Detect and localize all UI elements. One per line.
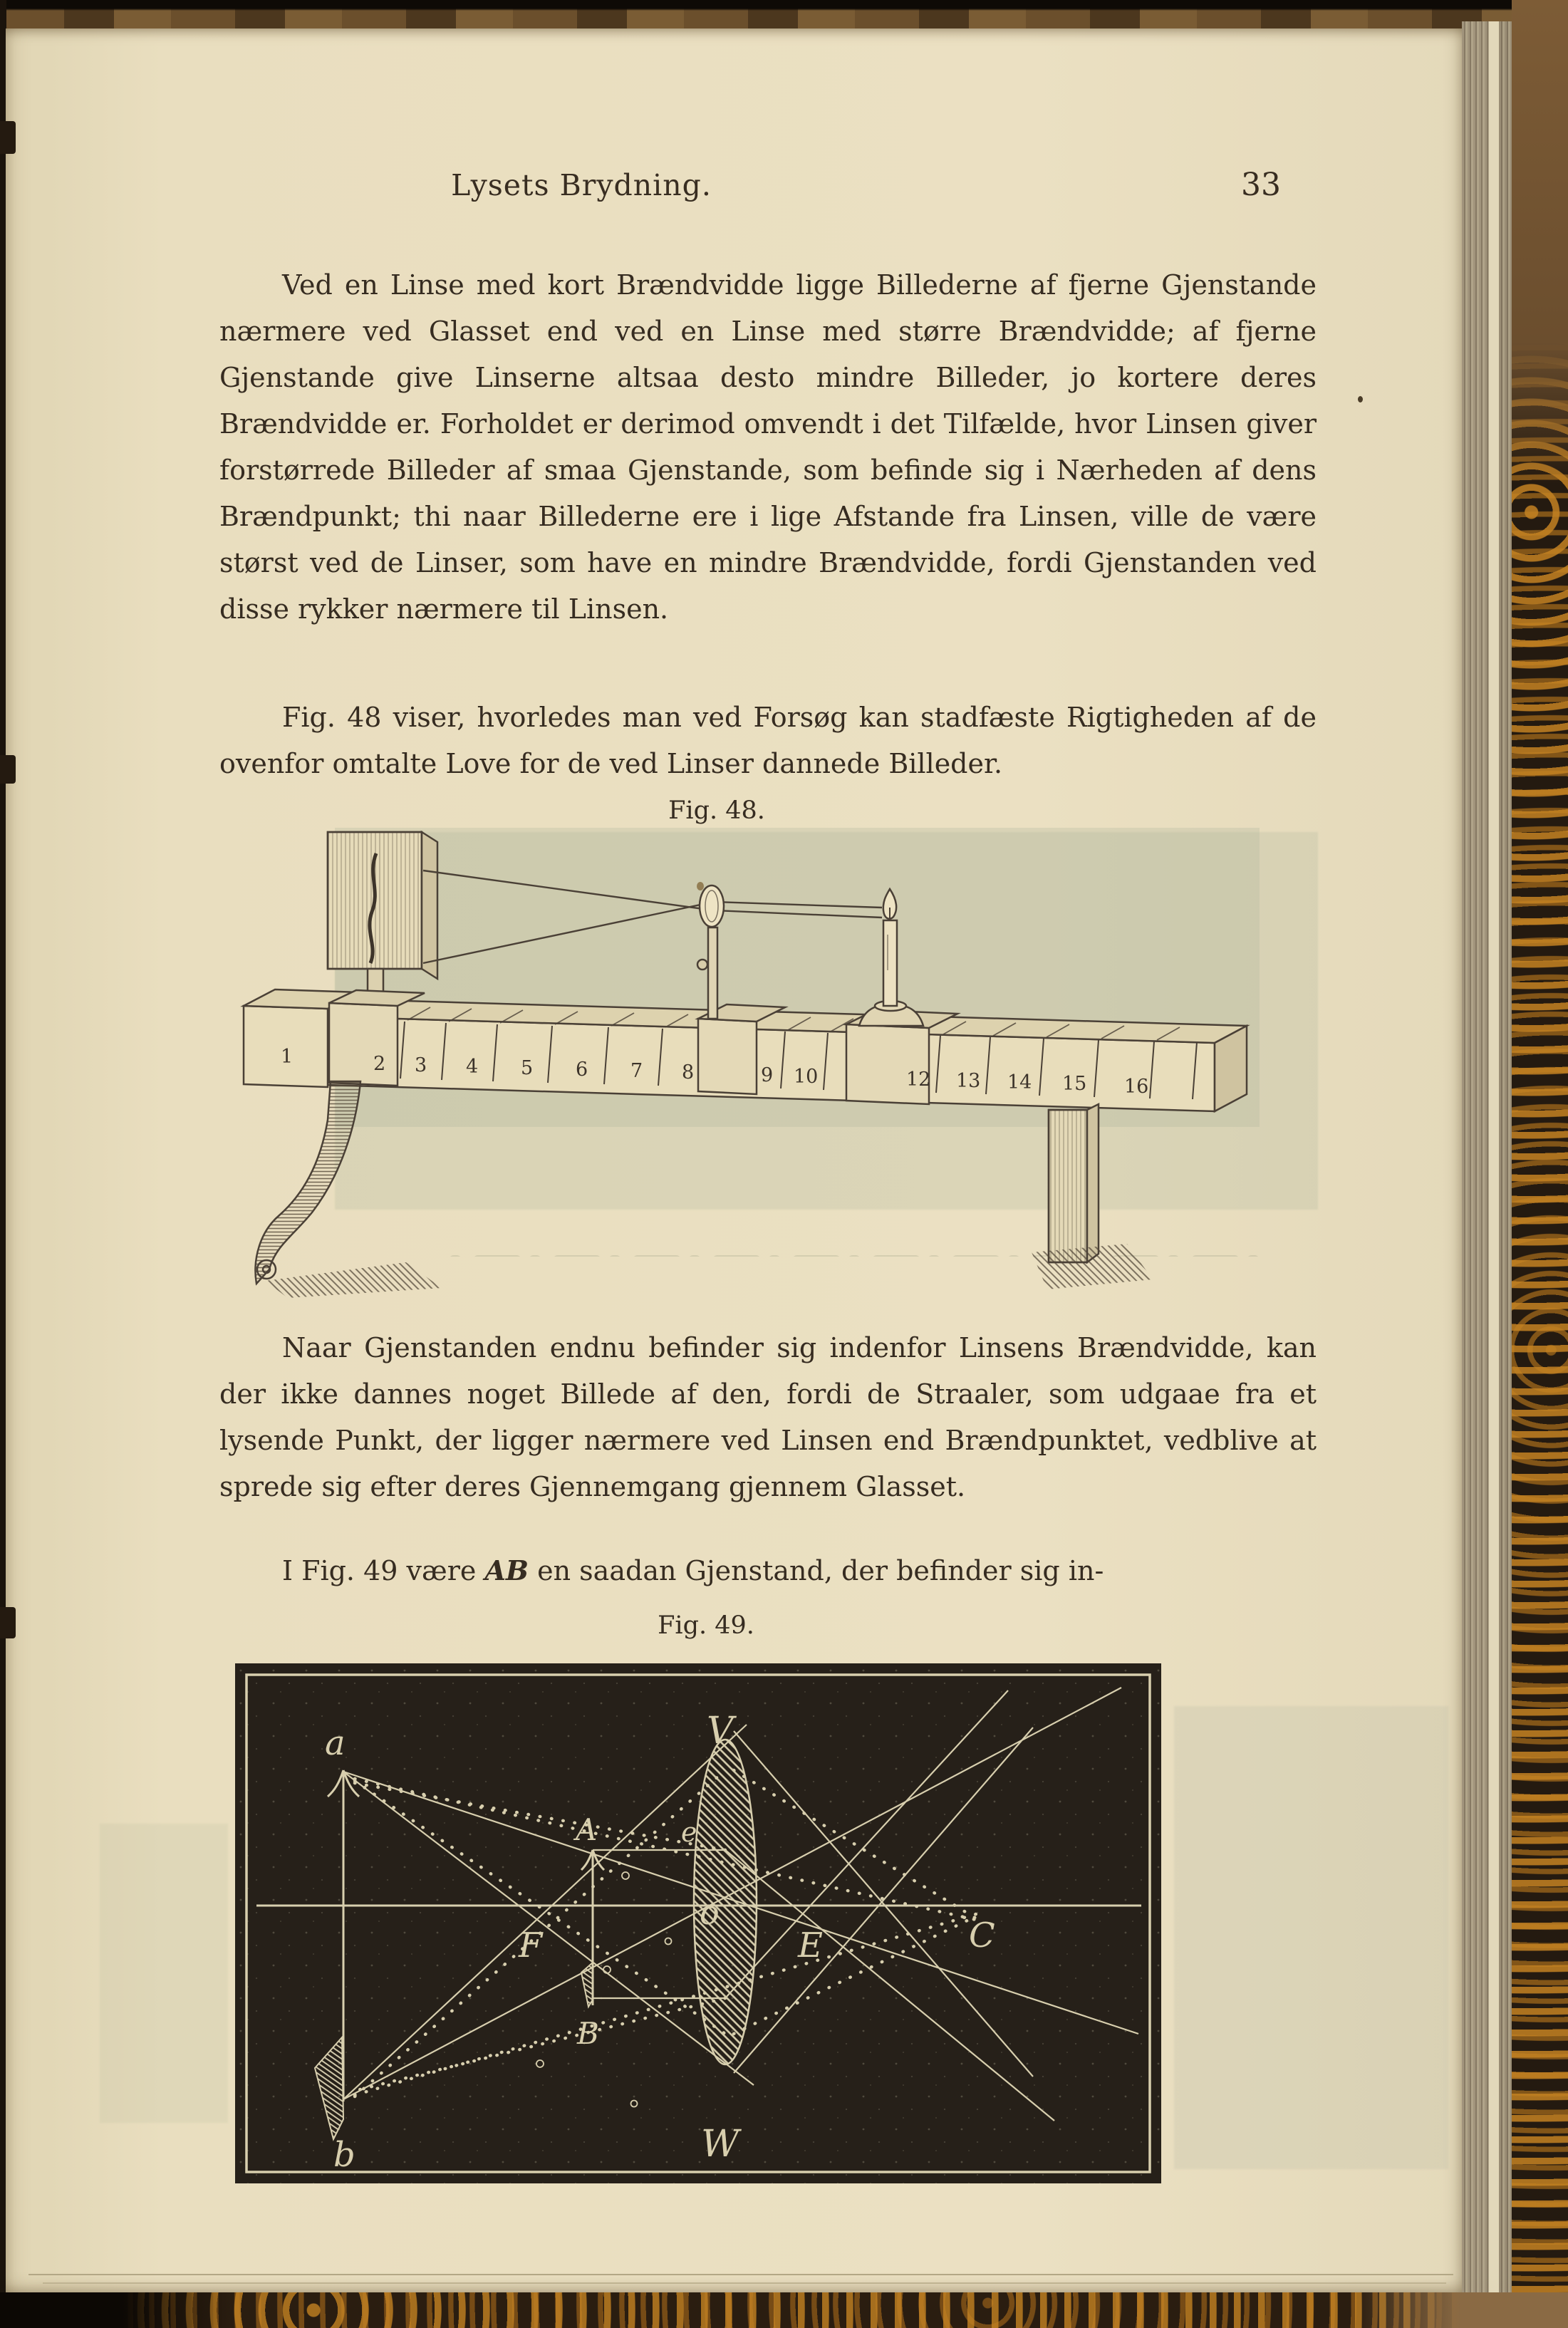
fig48-caption: Fig. 48. xyxy=(668,796,765,825)
bleedthrough-text xyxy=(399,1134,1261,1155)
page-stack-edge-2 xyxy=(1499,21,1512,2301)
page-edge-line xyxy=(28,2274,1453,2275)
running-title: Lysets Brydning. xyxy=(451,168,712,202)
bleedthrough-tint xyxy=(100,1824,228,2123)
page-header xyxy=(218,168,1318,211)
page-stack-gap xyxy=(1489,21,1499,2301)
svg-text:8: 8 xyxy=(682,1061,695,1084)
svg-text:1: 1 xyxy=(281,1046,294,1068)
svg-text:6: 6 xyxy=(576,1059,588,1081)
paragraph-4-pre: I Fig. 49 være xyxy=(282,1555,485,1586)
label-V: V xyxy=(707,1710,734,1752)
paragraph-4 xyxy=(219,1547,1317,1594)
svg-text:13: 13 xyxy=(956,1070,981,1092)
lens xyxy=(700,885,724,927)
page-number: 33 xyxy=(1241,167,1281,203)
bleedthrough-tint xyxy=(1174,1706,1448,2169)
paragraph-4-post: en saadan Gjenstand, der befinder sig in- xyxy=(529,1555,1104,1586)
svg-text:9: 9 xyxy=(761,1064,774,1086)
label-a: a xyxy=(325,1723,346,1763)
bleedthrough-text xyxy=(399,1184,1261,1205)
svg-text:7: 7 xyxy=(630,1060,643,1082)
svg-text:4: 4 xyxy=(466,1056,479,1078)
bleedthrough-text xyxy=(855,960,1254,980)
label-C: C xyxy=(969,1916,995,1955)
svg-text:16: 16 xyxy=(1124,1076,1149,1098)
paragraph-2: Fig. 48 viser, hvorledes man ved Forsøg kan stadfæste Rigtigheden af de ovenfor omtalte Love for de ved Linser dannede Billeder. xyxy=(219,702,1317,779)
marbled-cover-edge-bottom xyxy=(0,2292,1568,2328)
paragraph-1: Ved en Linse med kort Brændvidde ligge Billederne af fjerne Gjenstande nærmere ved Glasset end ved en Linse med større Brændvidde; af fjerne Gjenstande give Linserne altsaa desto mindre Billeder, jo kortere deres Brændvidde er. Forholdet er derimod omvendt i det Tilfælde, hvor Linsen giver forstørrede Billeder af smaa Gjenstande, som befinde sig i Nærheden af dens Brændpunkt; thi naar Billederne ere i lige Afstande fra Linsen, ville de være størst ved de Linser, som have en mindre Brændvidde, fordi Gjenstanden ved disse rykker nærmere til Linsen. xyxy=(219,269,1317,625)
svg-text:5: 5 xyxy=(521,1057,534,1079)
fig49-illustration xyxy=(235,1663,1161,2183)
page-edge-line xyxy=(43,2282,1446,2284)
svg-text:15: 15 xyxy=(1062,1073,1087,1095)
label-F: F xyxy=(519,1926,543,1965)
page-stack-edge xyxy=(1462,21,1489,2301)
object-label-AB: AB xyxy=(484,1554,529,1586)
fig48-illustration xyxy=(228,828,1297,1298)
label-W: W xyxy=(701,2123,739,2166)
book-cover-edge-top xyxy=(0,0,1568,31)
bleedthrough-text xyxy=(442,1235,1261,1257)
paragraph-3: Naar Gjenstanden endnu befinder sig indenfor Linsens Brændvidde, kan der ikke dannes noget Billede af den, fordi de Straaler, som udgaae fra et lysende Punkt, der ligger nærmere ved Linsen end Brændpunktet, vedblive at sprede sig efter deres Gjennemgang gjennem Glasset. xyxy=(219,1332,1317,1502)
binding-stitch xyxy=(0,1607,16,1638)
svg-text:10: 10 xyxy=(794,1066,819,1088)
label-o: o xyxy=(700,1893,720,1932)
svg-text:12: 12 xyxy=(906,1069,931,1091)
svg-text:3: 3 xyxy=(415,1054,427,1076)
label-E: E xyxy=(798,1926,824,1965)
fig49-caption: Fig. 49. xyxy=(658,1611,754,1640)
label-b: b xyxy=(333,2135,355,2175)
binding-stitch xyxy=(0,121,16,154)
binding-stitch xyxy=(0,755,16,784)
svg-text:14: 14 xyxy=(1007,1071,1032,1093)
label-A: A xyxy=(576,1812,598,1847)
marbled-cover-edge-right xyxy=(1512,0,1568,2328)
label-B: B xyxy=(577,2016,599,2051)
svg-text:2: 2 xyxy=(373,1053,386,1075)
label-e: e xyxy=(681,1817,697,1848)
paper-speck xyxy=(1358,396,1363,402)
